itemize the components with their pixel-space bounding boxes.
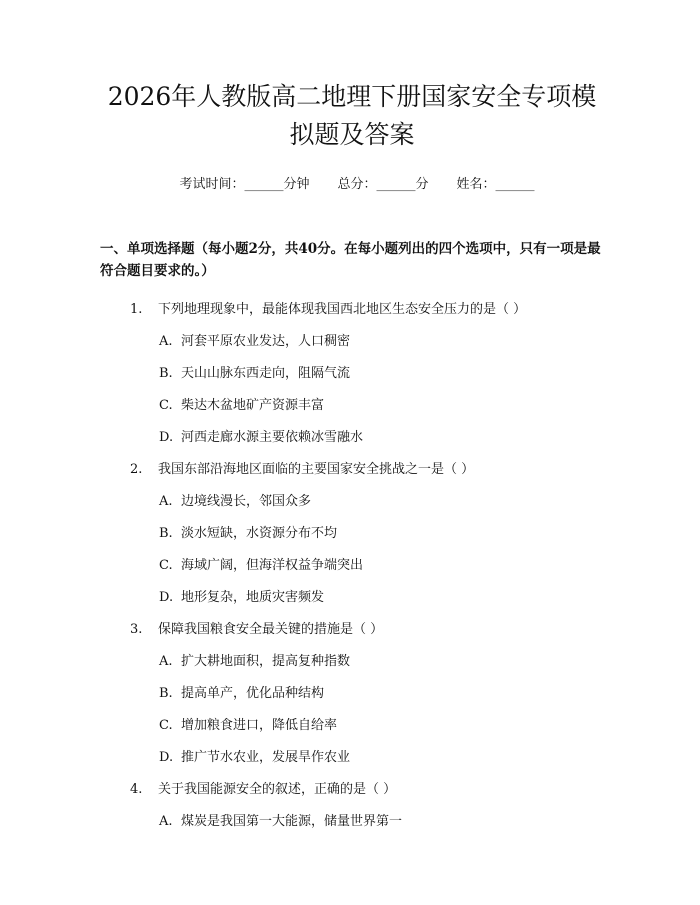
option-d	[100, 428, 604, 448]
option-a	[100, 492, 604, 512]
question-stem	[100, 780, 604, 800]
option-letter: A.	[159, 494, 173, 509]
option-text: 地形复杂，地质灾害频发	[181, 590, 325, 605]
question-1	[100, 300, 604, 448]
section-heading: 一、单项选择题（每小题2分，共40分。在每小题列出的四个选项中，只有一项是最符合题目要求的。）	[100, 241, 601, 279]
option-b	[100, 364, 604, 384]
question-text: 下列地理现象中，最能体现我国西北地区生态安全压力的是（ ）	[158, 302, 527, 317]
option-text: 扩大耕地面积，提高复种指数	[181, 654, 351, 669]
option-letter: A.	[159, 334, 173, 349]
option-list	[100, 332, 604, 448]
option-b	[100, 524, 604, 544]
option-text: 河套平原农业发达，人口稠密	[181, 334, 351, 349]
option-list	[100, 812, 604, 832]
option-text: 柴达木盆地矿产资源丰富	[181, 398, 325, 413]
question-2	[100, 460, 604, 608]
total-score-unit: 分	[415, 177, 429, 192]
exam-time-label: 考试时间：	[179, 177, 245, 192]
option-text: 提高单产，优化品种结构	[181, 686, 325, 701]
option-list	[100, 652, 604, 768]
option-letter: C.	[159, 718, 173, 733]
option-text: 海域广阔，但海洋权益争端突出	[181, 558, 364, 573]
option-text: 淡水短缺，水资源分布不均	[181, 526, 338, 541]
option-letter: C.	[159, 558, 173, 573]
total-score-label: 总分：	[337, 177, 377, 192]
question-number: 3.	[130, 622, 143, 637]
option-letter: D.	[159, 750, 174, 765]
option-d	[100, 748, 604, 768]
option-text: 天山山脉东西走向，阻隔气流	[181, 366, 351, 381]
exam-time-field	[179, 176, 309, 194]
exam-info-row	[100, 176, 604, 194]
name-blank: ______	[495, 177, 535, 192]
question-number: 2.	[130, 462, 143, 477]
question-number: 1.	[130, 302, 143, 317]
option-text: 河西走廊水源主要依赖冰雪融水	[181, 430, 364, 445]
option-a	[100, 652, 604, 672]
name-label: 姓名：	[456, 177, 496, 192]
document-title: 2026年人教版高二地理下册国家安全专项模拟题及答案	[107, 82, 597, 149]
option-letter: B.	[159, 686, 173, 701]
option-list	[100, 492, 604, 608]
question-text: 保障我国粮食安全最关键的措施是（ ）	[158, 622, 384, 637]
option-text: 增加粮食进口，降低自给率	[181, 718, 338, 733]
option-c	[100, 556, 604, 576]
option-letter: A.	[159, 654, 173, 669]
option-letter: D.	[159, 430, 174, 445]
exam-time-unit: 分钟	[283, 177, 310, 192]
total-score-field	[337, 176, 428, 194]
option-letter: B.	[159, 366, 173, 381]
option-text: 煤炭是我国第一大能源，储量世界第一	[181, 814, 403, 829]
question-4	[100, 780, 604, 832]
exam-time-blank: ______	[244, 177, 284, 192]
question-stem	[100, 460, 604, 480]
question-3	[100, 620, 604, 768]
option-d	[100, 588, 604, 608]
total-score-blank: ______	[376, 177, 416, 192]
option-c	[100, 396, 604, 416]
option-a	[100, 812, 604, 832]
option-text: 推广节水农业，发展旱作农业	[181, 750, 351, 765]
question-text: 关于我国能源安全的叙述，正确的是（ ）	[158, 782, 397, 797]
option-a	[100, 332, 604, 352]
question-text: 我国东部沿海地区面临的主要国家安全挑战之一是（ ）	[158, 462, 475, 477]
question-stem	[100, 300, 604, 320]
option-text: 边境线漫长，邻国众多	[181, 494, 312, 509]
option-letter: D.	[159, 590, 174, 605]
question-stem	[100, 620, 604, 640]
name-field	[457, 176, 535, 194]
option-c	[100, 716, 604, 736]
option-b	[100, 684, 604, 704]
option-letter: A.	[159, 814, 173, 829]
option-letter: B.	[159, 526, 173, 541]
question-number: 4.	[130, 782, 143, 797]
option-letter: C.	[159, 398, 173, 413]
